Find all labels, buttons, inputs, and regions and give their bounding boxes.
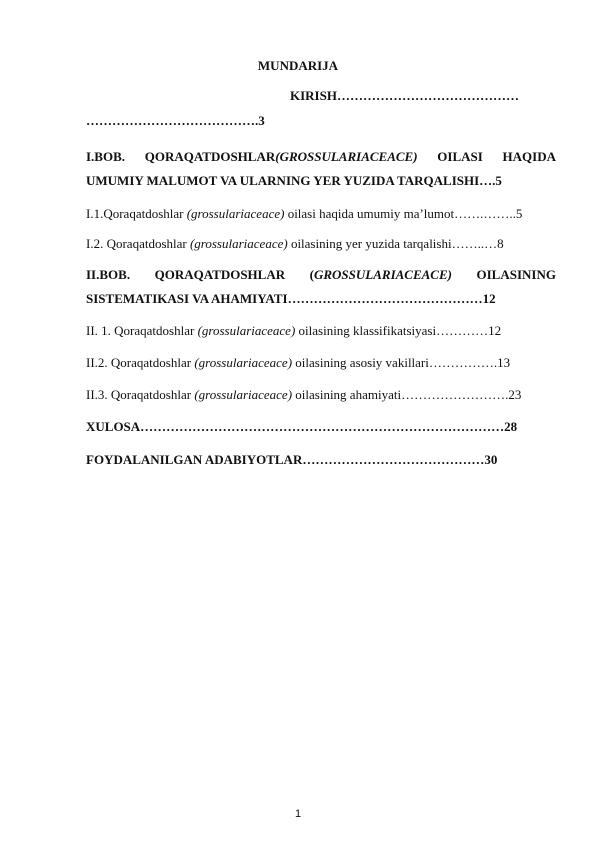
ch2-word-4: OILASINING bbox=[476, 267, 556, 282]
s21-italic: (grossulariaceace) bbox=[197, 323, 296, 338]
page-number: 1 bbox=[294, 808, 302, 820]
ch2-word-2: QORAQATDOSHLAR bbox=[154, 267, 286, 282]
ch1-word-4: OILASI bbox=[437, 149, 483, 164]
toc-entry-section-2-2[interactable] bbox=[86, 355, 556, 371]
toc-entry-conclusion[interactable]: XULOSA…………………………………………………………………………28 bbox=[86, 419, 518, 434]
s22-italic: (grossulariaceace) bbox=[194, 355, 293, 370]
ch1-word-1: I.BOB. bbox=[86, 149, 126, 164]
s12-italic: (grossulariaceace) bbox=[189, 236, 288, 251]
s23-rest: oilasining ahamiyati…………………….23 bbox=[292, 387, 522, 402]
toc-entry-intro[interactable] bbox=[290, 88, 556, 104]
s23-text: II.3. Qoraqatdoshlar bbox=[86, 387, 195, 402]
ch1-word-2-3 bbox=[145, 149, 418, 165]
toc-entry-intro-continued[interactable] bbox=[86, 113, 556, 129]
s23-italic: (grossulariaceace) bbox=[194, 387, 293, 402]
toc-heading: MUNDARIJA bbox=[257, 58, 339, 73]
intro-dots: …………………………………… bbox=[336, 88, 519, 103]
toc-entry-section-2-1[interactable] bbox=[86, 323, 556, 339]
s22-rest: oilasining asosiy vakillari…………….13 bbox=[292, 355, 511, 370]
ch2-paren: ( bbox=[309, 267, 314, 282]
intro-label: KIRISH bbox=[290, 88, 337, 103]
intro-page: .3 bbox=[255, 113, 265, 128]
s12-rest: oilasining yer yuzida tarqalishi……..…8 bbox=[287, 236, 504, 251]
s21-text: II. 1. Qoraqatdoshlar bbox=[86, 323, 198, 338]
s11-italic: (grossulariaceace) bbox=[186, 206, 285, 221]
s12-text: I.2. Qoraqatdoshlar bbox=[86, 236, 190, 251]
toc-entry-section-1-1[interactable] bbox=[86, 206, 556, 222]
s11-rest: oilasi haqida umumiy ma’lumot…….……..5 bbox=[284, 206, 523, 221]
ch1-word-3: (GROSSULARIACEACE) bbox=[275, 149, 418, 164]
toc-entry-chapter-2[interactable] bbox=[86, 267, 556, 283]
ch1-word-5: HAQIDA bbox=[502, 149, 556, 164]
ch2-word-1: II.BOB. bbox=[86, 267, 131, 282]
ch2-latin-name: GROSSULARIACEACE) bbox=[313, 267, 452, 282]
toc-entry-section-1-2[interactable] bbox=[86, 236, 556, 252]
toc-entry-chapter-2-line-2: SISTEMATIKASI VA AHAMIYATI………………………………………12 bbox=[86, 291, 496, 306]
toc-entry-section-2-3[interactable] bbox=[86, 387, 556, 403]
toc-entry-chapter-1[interactable] bbox=[86, 149, 556, 165]
s22-text: II.2. Qoraqatdoshlar bbox=[86, 355, 195, 370]
s11-text: I.1.Qoraqatdoshlar bbox=[86, 206, 187, 221]
toc-entry-references[interactable]: FOYDALANILGAN ADABIYOTLAR……………………………………30 bbox=[86, 452, 498, 467]
intro-dots-continued: ………………………………… bbox=[86, 113, 255, 128]
ch1-word-2: QORAQATDOSHLAR bbox=[144, 149, 276, 164]
ch2-word-3 bbox=[310, 267, 452, 283]
s21-rest: oilasining klassifikatsiyasi…………12 bbox=[295, 323, 502, 338]
toc-entry-chapter-1-line-2: UMUMIY MALUMOT VA ULARNING YER YUZIDA TARQALISHI….5 bbox=[86, 173, 502, 188]
